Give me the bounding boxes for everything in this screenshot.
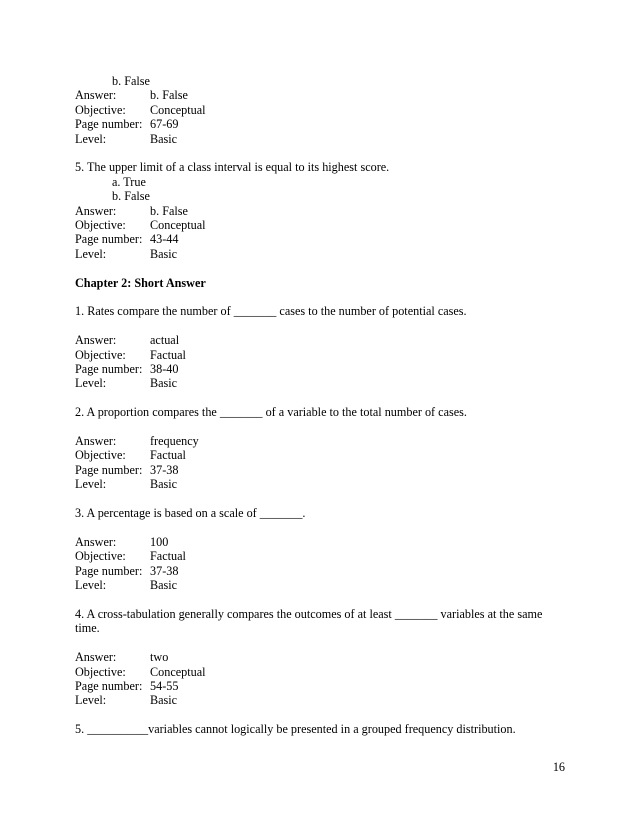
- field-label: Objective:: [75, 448, 126, 463]
- tf5-answer-block: [75, 204, 565, 262]
- field-label: Answer:: [75, 88, 117, 103]
- tf5-option-b: b. False: [112, 189, 150, 204]
- objective-row: [75, 218, 565, 232]
- field-value: 37-38: [150, 563, 179, 578]
- sa1-answer-block: [75, 333, 565, 391]
- field-label: Answer:: [75, 333, 117, 348]
- field-label: Level:: [75, 376, 107, 391]
- sa-question-4: 4. A cross-tabulation generally compares the outcomes of at least _______ variables at the same time.: [75, 606, 543, 636]
- page-number-row: [75, 463, 565, 477]
- document-page: [75, 74, 565, 737]
- field-label: Answer:: [75, 203, 117, 218]
- field-label: Level:: [75, 246, 107, 261]
- field-value: Factual: [150, 448, 186, 463]
- sa-question-3: 3. A percentage is based on a scale of _______.: [75, 506, 306, 521]
- field-value: Factual: [150, 347, 186, 362]
- field-value: 37-38: [150, 462, 179, 477]
- page-number: 16: [552, 760, 565, 774]
- field-label: Answer:: [75, 650, 117, 665]
- prev-answer-block: [75, 88, 565, 146]
- sa-question-1: 1. Rates compare the number of _______ cases to the number of potential cases.: [75, 304, 467, 319]
- objective-row: [75, 665, 565, 679]
- field-label: Level:: [75, 477, 107, 492]
- sa-question-5: 5. __________variables cannot logically be presented in a grouped frequency distribution.: [75, 722, 516, 737]
- field-value: Conceptual: [150, 218, 206, 233]
- sa3-answer-block: [75, 535, 565, 593]
- field-value: 38-40: [150, 362, 179, 377]
- field-value: Basic: [150, 578, 178, 593]
- page-number-row: [75, 679, 565, 693]
- tf5-option-a: a. True: [112, 174, 146, 189]
- field-label: Level:: [75, 693, 107, 708]
- field-label: Page number:: [75, 462, 143, 477]
- field-label: Page number:: [75, 563, 143, 578]
- field-value: 54-55: [150, 678, 179, 693]
- prev-option-b: b. False: [112, 74, 150, 88]
- field-value: frequency: [150, 434, 199, 449]
- level-row: [75, 376, 565, 390]
- level-row: [75, 132, 565, 146]
- sa2-answer-block: [75, 434, 565, 492]
- answer-row: [75, 333, 565, 347]
- field-label: Objective:: [75, 664, 126, 679]
- field-label: Page number:: [75, 117, 143, 132]
- field-label: Page number:: [75, 232, 143, 247]
- field-value: b. False: [150, 203, 188, 218]
- objective-row: [75, 448, 565, 462]
- field-label: Level:: [75, 578, 107, 593]
- field-value: Basic: [150, 246, 178, 261]
- section-heading: Chapter 2: Short Answer: [75, 275, 206, 290]
- field-value: Conceptual: [150, 664, 206, 679]
- field-value: two: [150, 650, 169, 665]
- field-label: Answer:: [75, 534, 117, 549]
- objective-row: [75, 348, 565, 362]
- field-value: actual: [150, 333, 180, 348]
- page-number-row: [75, 362, 565, 376]
- field-value: Conceptual: [150, 102, 206, 117]
- field-value: 67-69: [150, 117, 179, 132]
- field-value: Basic: [150, 376, 178, 391]
- level-row: [75, 693, 565, 707]
- field-label: Answer:: [75, 434, 117, 449]
- field-label: Objective:: [75, 347, 126, 362]
- tf-question-5: 5. The upper limit of a class interval is equal to its highest score.: [75, 160, 390, 175]
- answer-row: [75, 535, 565, 549]
- objective-row: [75, 103, 565, 117]
- objective-row: [75, 549, 565, 563]
- field-label: Objective:: [75, 218, 126, 233]
- field-value: 100: [150, 534, 169, 549]
- level-row: [75, 578, 565, 592]
- level-row: [75, 477, 565, 491]
- sa-question-2: 2. A proportion compares the _______ of a variable to the total number of cases.: [75, 405, 467, 420]
- field-label: Objective:: [75, 549, 126, 564]
- field-value: Basic: [150, 693, 178, 708]
- field-label: Level:: [75, 131, 107, 146]
- field-value: Basic: [150, 477, 178, 492]
- answer-row: [75, 204, 565, 218]
- answer-row: [75, 434, 565, 448]
- field-label: Objective:: [75, 102, 126, 117]
- field-value: Basic: [150, 131, 178, 146]
- field-value: 43-44: [150, 232, 179, 247]
- field-value: Factual: [150, 549, 186, 564]
- sa4-answer-block: [75, 650, 565, 708]
- field-label: Page number:: [75, 678, 143, 693]
- answer-row: [75, 88, 565, 102]
- answer-row: [75, 650, 565, 664]
- page-number-row: [75, 564, 565, 578]
- page-number-row: [75, 117, 565, 131]
- field-value: b. False: [150, 88, 188, 103]
- level-row: [75, 247, 565, 261]
- field-label: Page number:: [75, 362, 143, 377]
- page-number-row: [75, 232, 565, 246]
